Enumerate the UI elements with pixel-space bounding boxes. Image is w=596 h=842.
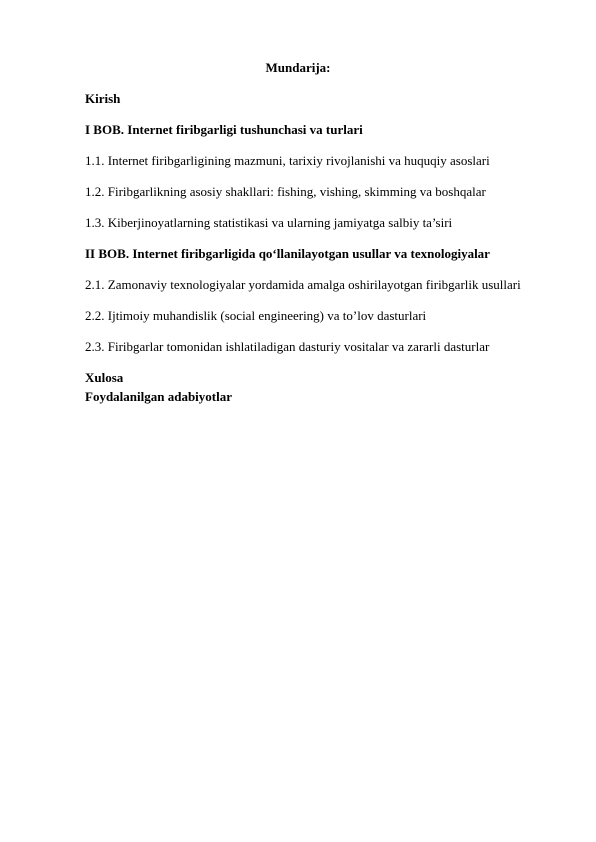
toc-entry-1-2: 1.2. Firibgarlikning asosiy shakllari: fishing, vishing, skimming va boshqalar <box>85 184 486 199</box>
toc-entry-1-1: 1.1. Internet firibgarligining mazmuni, tarixiy rivojlanishi va huquqiy asoslari <box>85 153 490 168</box>
toc-entry-chapter-1: I BOB. Internet firibgarligi tushunchasi va turlari <box>85 122 363 137</box>
toc-entry-1-3: 1.3. Kiberjinoyatlarning statistikasi va ularning jamiyatga salbiy ta’siri <box>85 215 453 230</box>
toc-entry-kirish: Kirish <box>85 91 121 106</box>
toc-entry-chapter-2: II BOB. Internet firibgarligida qo‘llanilayotgan usullar va texnologiyalar <box>85 246 490 261</box>
page-title: Mundarija: <box>265 60 331 75</box>
toc-entry-xulosa: Xulosa <box>85 370 124 385</box>
toc-entry-2-1: 2.1. Zamonaviy texnologiyalar yordamida amalga oshirilayotgan firibgarlik usullari <box>85 277 521 292</box>
toc-entry-2-2: 2.2. Ijtimoiy muhandislik (social engineering) va to’lov dasturlari <box>85 308 427 323</box>
toc-entry-2-3: 2.3. Firibgarlar tomonidan ishlatiladigan dasturiy vositalar va zararli dasturlar <box>85 339 490 354</box>
toc-entry-references: Foydalanilgan adabiyotlar <box>85 389 232 404</box>
